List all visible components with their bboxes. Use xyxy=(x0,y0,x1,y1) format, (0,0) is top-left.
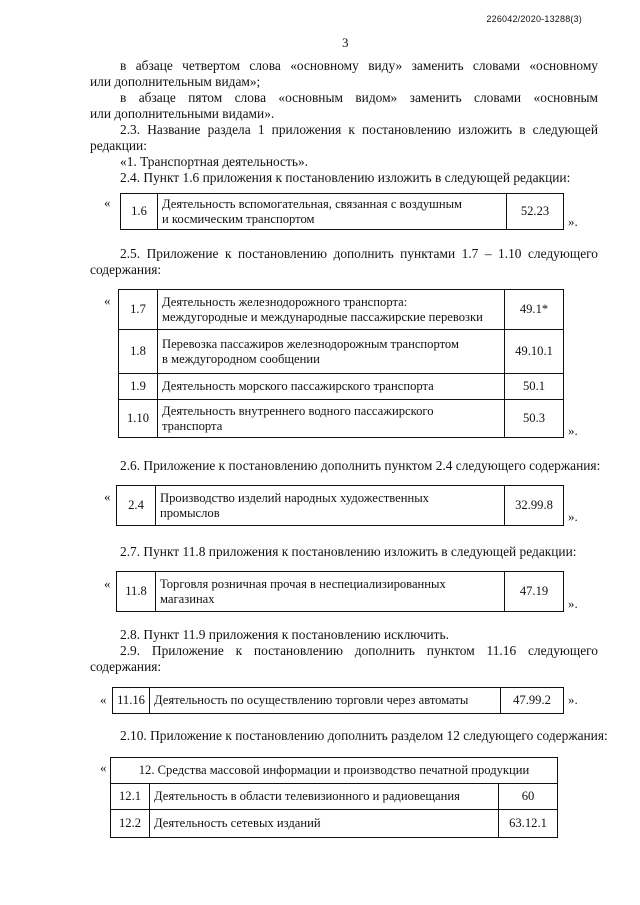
item-code: 1.8 xyxy=(119,330,158,374)
okved-code: 49.1* xyxy=(505,290,564,330)
item-code: 2.4 xyxy=(117,486,156,526)
okved-table-1-6 xyxy=(120,193,564,230)
okved-table-11-8 xyxy=(116,571,564,612)
okved-table-2-4 xyxy=(116,485,564,526)
close-quote: ». xyxy=(568,692,578,707)
paragraph-line: редакции: xyxy=(90,138,147,153)
paragraph-line: 2.3. Название раздела 1 приложения к постановлению изложить в следующей xyxy=(120,122,598,137)
close-quote: ». xyxy=(568,509,578,524)
paragraph-line: 2.4. Пункт 1.6 приложения к постановлению изложить в следующей редакции: xyxy=(120,170,571,185)
paragraph-line: содержания: xyxy=(90,659,162,674)
item-code: 1.7 xyxy=(119,290,158,330)
okved-code: 52.23 xyxy=(507,194,564,230)
table-section-header xyxy=(111,758,558,784)
item-code: 12.2 xyxy=(111,810,150,838)
paragraph-line: или дополнительными видами». xyxy=(90,106,275,121)
table-row xyxy=(119,290,564,330)
paragraph-line: в абзаце четвертом слова «основному виду» заменить словами «основному xyxy=(120,58,598,73)
open-quote: « xyxy=(104,576,111,591)
item-code: 1.6 xyxy=(121,194,158,230)
activity-description: Деятельность сетевых изданий xyxy=(150,810,499,838)
activity-description: Производство изделий народных художественных промыслов xyxy=(156,486,505,526)
close-quote: ». xyxy=(568,214,578,229)
open-quote: « xyxy=(104,195,111,210)
paragraph-line: 2.8. Пункт 11.9 приложения к постановлению исключить. xyxy=(120,627,449,642)
paragraph-line: в абзаце пятом слова «основным видом» заменить словами «основным xyxy=(120,90,598,105)
paragraph-line: «1. Транспортная деятельность». xyxy=(120,154,308,169)
paragraph-line: 2.7. Пункт 11.8 приложения к постановлению изложить в следующей редакции: xyxy=(120,544,577,559)
item-code: 12.1 xyxy=(111,784,150,810)
okved-code: 60 xyxy=(499,784,558,810)
okved-code: 63.12.1 xyxy=(499,810,558,838)
paragraph-line: 2.10. Приложение к постановлению дополнить разделом 12 следующего содержания: xyxy=(120,728,608,743)
okved-code: 32.99.8 xyxy=(505,486,564,526)
activity-description: Деятельность по осуществлению торговли через автоматы xyxy=(150,688,501,714)
activity-description: Перевозка пассажиров железнодорожным транспортом в междугородном сообщении xyxy=(158,330,505,374)
item-code: 11.8 xyxy=(117,572,156,612)
item-code: 11.16 xyxy=(113,688,150,714)
open-quote: « xyxy=(104,489,111,504)
paragraph-line: 2.9. Приложение к постановлению дополнить пунктом 11.16 следующего xyxy=(120,643,598,658)
open-quote: « xyxy=(100,760,107,775)
table-row xyxy=(111,784,558,810)
activity-description: Деятельность внутреннего водного пассажирского транспорта xyxy=(158,400,505,438)
okved-table-1-7-1-10 xyxy=(118,289,564,438)
table-row xyxy=(113,688,564,714)
document-number: 226042/2020-13288(3) xyxy=(486,14,582,24)
okved-table-12 xyxy=(110,757,558,838)
okved-code: 47.19 xyxy=(505,572,564,612)
activity-description: Торговля розничная прочая в неспециализированных магазинах xyxy=(156,572,505,612)
okved-code: 49.10.1 xyxy=(505,330,564,374)
close-quote: ». xyxy=(568,423,578,438)
paragraph-line: 2.5. Приложение к постановлению дополнить пунктами 1.7 – 1.10 следующего xyxy=(120,246,598,261)
table-row xyxy=(119,400,564,438)
item-code: 1.9 xyxy=(119,374,158,400)
paragraph-line: содержания: xyxy=(90,262,162,277)
open-quote: « xyxy=(104,293,111,308)
paragraph-line: 2.6. Приложение к постановлению дополнить пунктом 2.4 следующего содержания: xyxy=(120,458,601,473)
paragraph-line: или дополнительным видам»; xyxy=(90,74,261,89)
table-row xyxy=(121,194,564,230)
okved-table-11-16 xyxy=(112,687,564,714)
okved-code: 50.3 xyxy=(505,400,564,438)
activity-description: Деятельность в области телевизионного и радиовещания xyxy=(150,784,499,810)
okved-code: 50.1 xyxy=(505,374,564,400)
section-title: 12. Средства массовой информации и производство печатной продукции xyxy=(111,758,558,784)
page-number: 3 xyxy=(342,35,349,50)
activity-description: Деятельность железнодорожного транспорта: междугородные и международные пассажирские перевозки xyxy=(158,290,505,330)
table-row xyxy=(117,572,564,612)
table-row xyxy=(117,486,564,526)
activity-description: Деятельность вспомогательная, связанная с воздушным и космическим транспортом xyxy=(158,194,507,230)
close-quote: ». xyxy=(568,596,578,611)
table-row xyxy=(111,810,558,838)
table-row xyxy=(119,330,564,374)
item-code: 1.10 xyxy=(119,400,158,438)
table-row xyxy=(119,374,564,400)
activity-description: Деятельность морского пассажирского транспорта xyxy=(158,374,505,400)
open-quote: « xyxy=(100,692,107,707)
okved-code: 47.99.2 xyxy=(501,688,564,714)
